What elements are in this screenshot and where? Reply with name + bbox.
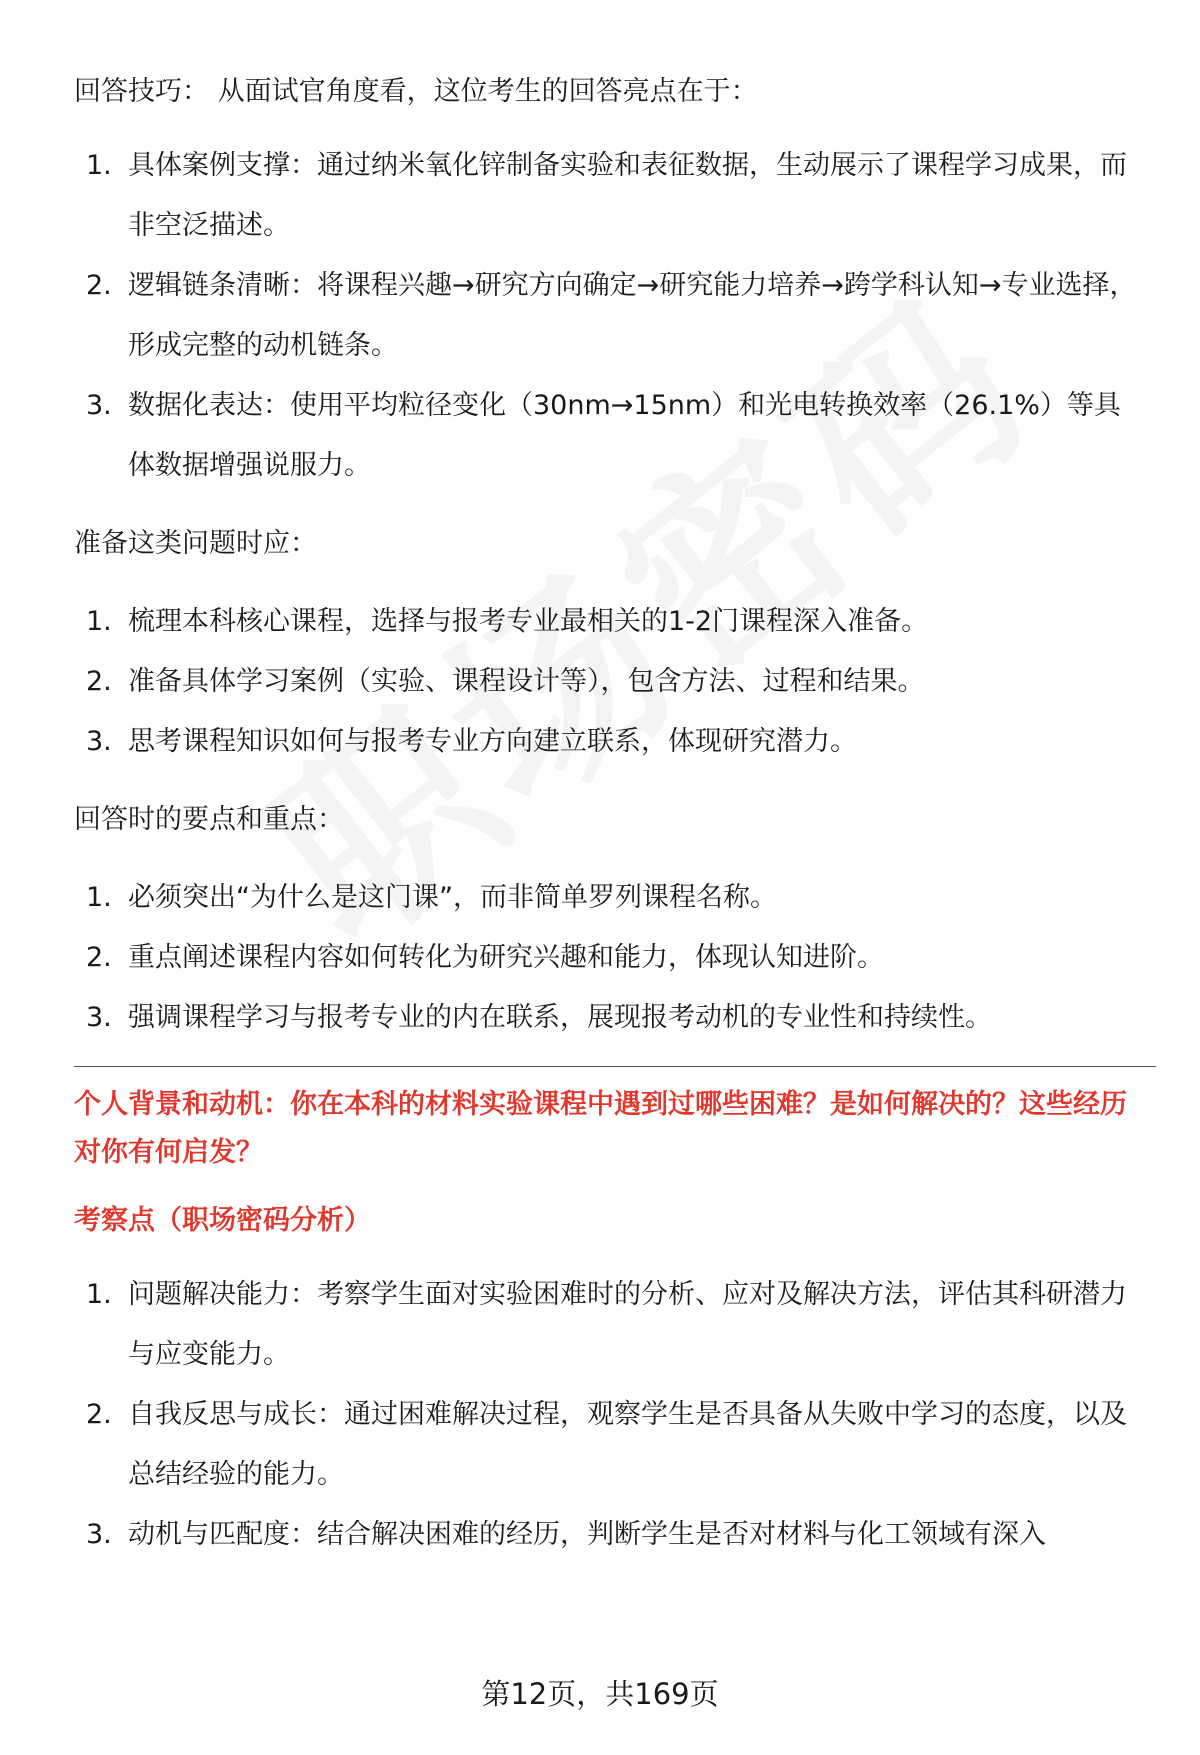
prepare-heading: 准备这类问题时应： — [74, 528, 317, 559]
list-item — [74, 652, 1146, 712]
highlights-list — [74, 136, 1146, 496]
list-item — [74, 592, 1146, 652]
list-item — [74, 256, 1146, 376]
list-item — [74, 868, 1146, 928]
page-number-footer: 第12页，共169页 — [481, 1677, 719, 1711]
list-item — [74, 1385, 1146, 1505]
list-text: 具体案例支撑：通过纳米氧化锌制备实验和表征数据，生动展示了课程学习成果，而非空泛描述。 — [128, 150, 1127, 241]
list-item — [74, 136, 1146, 256]
list-item — [74, 376, 1146, 496]
list-number: 3. — [86, 726, 112, 757]
list-text: 强调课程学习与报考专业的内在联系，展现报考动机的专业性和持续性。 — [128, 1002, 992, 1033]
list-item — [74, 1505, 1146, 1565]
question-subheading: 考察点（职场密码分析） — [74, 1205, 371, 1236]
list-number: 1. — [86, 150, 112, 181]
list-text: 问题解决能力：考察学生面对实验困难时的分析、应对及解决方法，评估其科研潜力与应变能力。 — [128, 1279, 1127, 1370]
list-number: 2. — [86, 270, 112, 301]
key-points-heading: 回答时的要点和重点： — [74, 804, 344, 835]
list-number: 1. — [86, 606, 112, 637]
section-divider — [74, 1066, 1156, 1067]
list-text: 梳理本科核心课程，选择与报考专业最相关的1-2门课程深入准备。 — [128, 606, 929, 637]
list-item — [74, 1265, 1146, 1385]
list-item — [74, 928, 1146, 988]
list-item — [74, 712, 1146, 772]
list-text: 逻辑链条清晰：将课程兴趣→研究方向确定→研究能力培养→跨学科认知→专业选择，形成完整的动机链条。 — [128, 270, 1137, 361]
list-text: 数据化表达：使用平均粒径变化（30nm→15nm）和光电转换效率（26.1%）等具体数据增强说服力。 — [128, 390, 1121, 481]
list-number: 1. — [86, 882, 112, 913]
answer-tips-label: 回答技巧： — [74, 76, 209, 107]
list-number: 3. — [86, 1002, 112, 1033]
list-text: 重点阐述课程内容如何转化为研究兴趣和能力，体现认知进阶。 — [128, 942, 884, 973]
page-content — [74, 62, 1146, 1583]
list-number: 2. — [86, 1399, 112, 1430]
prepare-list — [74, 592, 1146, 772]
list-number: 3. — [86, 390, 112, 421]
assessment-list — [74, 1265, 1146, 1565]
list-item — [74, 988, 1146, 1048]
list-text: 准备具体学习案例（实验、课程设计等），包含方法、过程和结果。 — [128, 666, 925, 697]
list-number: 1. — [86, 1279, 112, 1310]
list-text: 动机与匹配度：结合解决困难的经历，判断学生是否对材料与化工领域有深入 — [128, 1519, 1046, 1550]
answer-tips-text: 从面试官角度看，这位考生的回答亮点在于： — [209, 76, 758, 107]
list-number: 2. — [86, 666, 112, 697]
list-number: 2. — [86, 942, 112, 973]
list-text: 思考课程知识如何与报考专业方向建立联系，体现研究潜力。 — [128, 726, 857, 757]
list-text: 自我反思与成长：通过困难解决过程，观察学生是否具备从失败中学习的态度，以及总结经验的能力。 — [128, 1399, 1127, 1490]
key-points-list — [74, 868, 1146, 1048]
list-number: 3. — [86, 1519, 112, 1550]
list-text: 必须突出“为什么是这门课”，而非简单罗列课程名称。 — [128, 882, 777, 913]
question-heading: 个人背景和动机：你在本科的材料实验课程中遇到过哪些困难？是如何解决的？这些经历对你有何启发？ — [74, 1089, 1127, 1168]
answer-tips-intro — [74, 62, 1146, 122]
